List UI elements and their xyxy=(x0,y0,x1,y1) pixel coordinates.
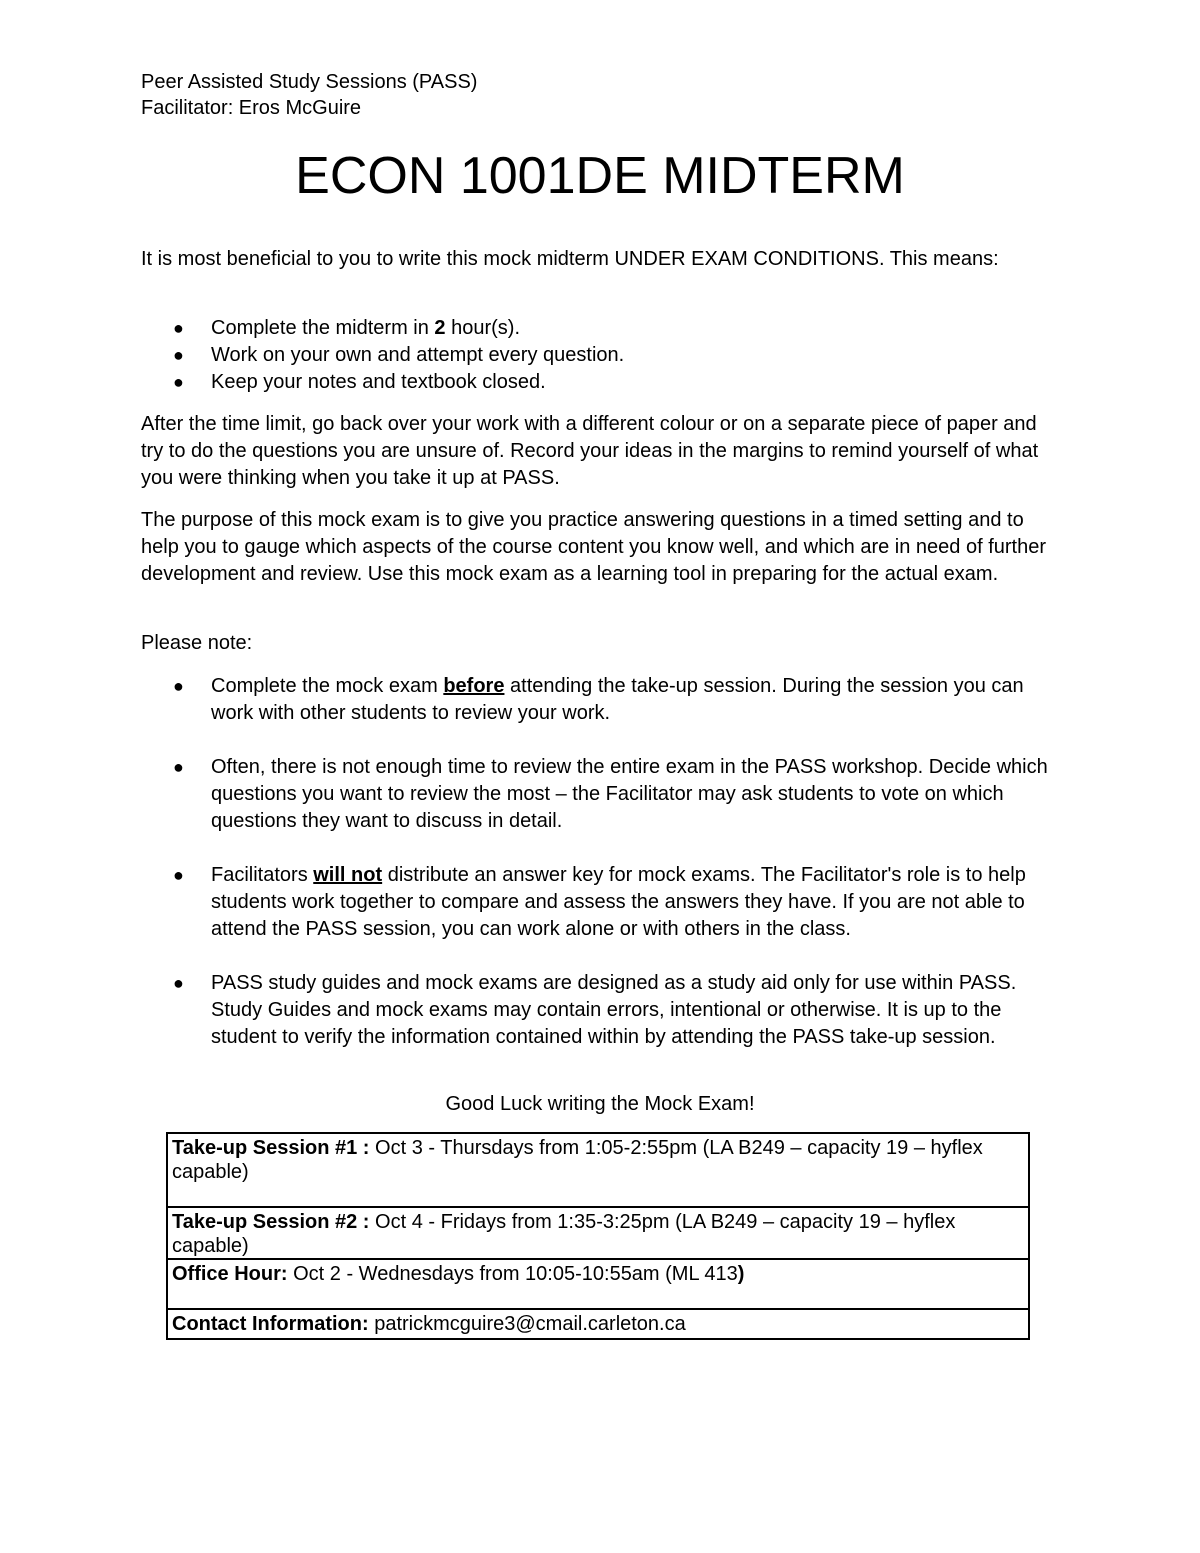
bullet-icon: ● xyxy=(173,676,184,696)
table-row xyxy=(167,1207,1029,1259)
list-item: ● Keep your notes and textbook closed. xyxy=(141,369,1061,396)
bullet-icon: ● xyxy=(173,865,184,885)
table-cell: Take-up Session #2 : Oct 4 - Fridays from 1:35-3:25pm (LA B249 – capacity 19 – hyflex capable) xyxy=(167,1207,1029,1259)
list-item: ● PASS study guides and mock exams are designed as a study aid only for use within PASS. Study Guides and mock exams may contain errors, intentional or otherwise. It is up to the student to verify the information contained within by attending the PASS take-up session. xyxy=(173,972,1017,1048)
table-cell: Take-up Session #1 : Oct 3 - Thursdays from 1:05-2:55pm (LA B249 – capacity 19 – hyflex capable) xyxy=(167,1133,1029,1207)
table-row xyxy=(167,1259,1029,1309)
page-title: ECON 1001DE MIDTERM xyxy=(295,147,905,205)
list-item: ● Complete the mock exam before attending the take-up session. During the session you can work with other students to review your work. xyxy=(173,675,1024,724)
bullet-icon: ● xyxy=(173,973,184,993)
list-item: ● Facilitators will not distribute an answer key for mock exams. The Facilitator's role is to help students work together to compare and assess the answers they have. If you are not able to attend the PASS session, you can work alone or with others in the class. xyxy=(173,864,1026,940)
list-item: ● Often, there is not enough time to review the entire exam in the PASS workshop. Decide which questions you want to review the most – the Facilitator may ask students to vote on which questions they want to discuss in detail. xyxy=(173,756,1048,832)
good-luck-line: Good Luck writing the Mock Exam! xyxy=(445,1093,755,1115)
intro-paragraph: It is most beneficial to you to write this mock midterm UNDER EXAM CONDITIONS. This means: xyxy=(141,248,999,270)
session-info-table xyxy=(166,1132,1030,1340)
program-name: Peer Assisted Study Sessions (PASS) xyxy=(141,71,478,93)
bullet-icon: ● xyxy=(173,372,184,392)
list-item: ● Complete the midterm in 2 hour(s). xyxy=(141,315,1061,342)
table-cell: Office Hour: Oct 2 - Wednesdays from 10:05-10:55am (ML 413) xyxy=(167,1259,1029,1309)
after-time-paragraph: After the time limit, go back over your work with a different colour or on a separate piece of paper and try to do the questions you are unsure of. Record your ideas in the margins to remind yourself of what you were thinking when you take it up at PASS. xyxy=(141,413,1039,489)
list-item: ● Work on your own and attempt every question. xyxy=(141,342,1061,369)
table-cell: Contact Information: patrickmcguire3@cmail.carleton.ca xyxy=(167,1309,1029,1339)
facilitator-name: Facilitator: Eros McGuire xyxy=(141,97,362,119)
bullet-icon: ● xyxy=(173,318,184,338)
table-row xyxy=(167,1309,1029,1339)
exam-conditions-list xyxy=(141,315,1061,396)
bullet-icon: ● xyxy=(173,345,184,365)
table-row xyxy=(167,1133,1029,1207)
bullet-icon: ● xyxy=(173,757,184,777)
please-note-heading: Please note: xyxy=(141,632,253,654)
purpose-paragraph: The purpose of this mock exam is to give you practice answering questions in a timed setting and to help you to gauge which aspects of the course content you know well, and which are in need of further development and review. Use this mock exam as a learning tool in preparing for the actual exam. xyxy=(141,509,1046,585)
notes-list xyxy=(141,673,1061,1051)
